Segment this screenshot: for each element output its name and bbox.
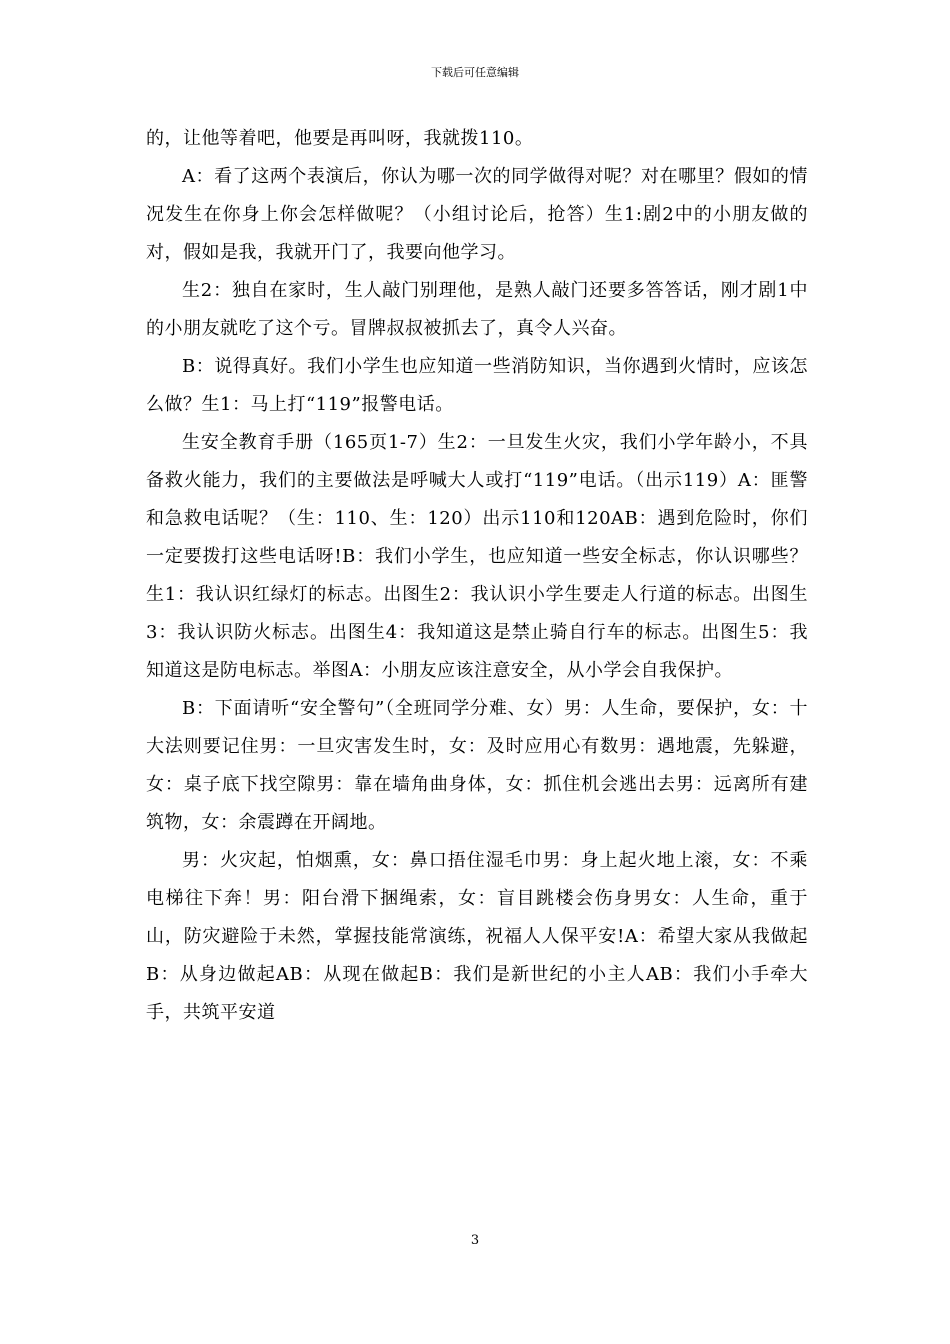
paragraph-2: A：看了这两个表演后，你认为哪一次的同学做得对呢？对在哪里？假如的情况发生在你身上你会怎样做呢？（小组讨论后，抢答）生1:剧2中的小朋友做的对，假如是我，我就开门了，我要向他学习。 [146,166,808,263]
paragraph-1: 的，让他等着吧，他要是再叫呀，我就拨110。 [146,128,534,149]
paragraph-3: 生2：独自在家时，生人敲门别理他，是熟人敲门还要多答答话，刚才剧1中的小朋友就吃了这个亏。冒牌叔叔被抓去了，真令人兴奋。 [146,280,808,339]
paragraph-5: 生安全教育手册（165页1-7）生2：一旦发生火灾，我们小学年龄小，不具备救火能力，我们的主要做法是呼喊大人或打“119”电话。（出示119）A：匪警和急救电话呢？（生：110、生：120）出示110和120AB：遇到危险时，你们一定要拨打这些电话呀!B：我们小学生，也应知道一些安全标志，你认识哪些？生1：我认识红绿灯的标志。出图生2：我认识小学生要走人行道的标志。出图生3：我认识防火标志。出图生4：我知道这是禁止骑自行车的标志。出图生5：我知道这是防电标志。举图A：小朋友应该注意安全，从小学会自我保护。 [146,432,808,681]
paragraph-7: 男：火灾起，怕烟熏，女：鼻口捂住湿毛巾男：身上起火地上滚，女：不乘电梯往下奔！男：阳台滑下捆绳索，女：盲目跳楼会伤身男女：人生命，重于山，防灾避险于未然，掌握技能常演练，祝福人人保平安!A：希望大家从我做起B：从身边做起AB：从现在做起B：我们是新世纪的小主人AB：我们小手牵大手，共筑平安道 [146,850,808,1023]
paragraph-6: B：下面请听“安全警句”（全班同学分难、女）男：人生命，要保护，女：十大法则要记住男：一旦灾害发生时，女：及时应用心有数男：遇地震，先躲避，女：桌子底下找空隙男：靠在墙角曲身体，女：抓住机会逃出去男：远离所有建筑物，女：余震蹲在开阔地。 [146,698,808,833]
document-body [146,120,808,1032]
paragraph-4: B：说得真好。我们小学生也应知道一些消防知识，当你遇到火情时，应该怎么做？生1：马上打“119”报警电话。 [146,356,808,415]
page-header: 下载后可任意编辑 [431,66,519,79]
page-number: 3 [470,1233,480,1248]
